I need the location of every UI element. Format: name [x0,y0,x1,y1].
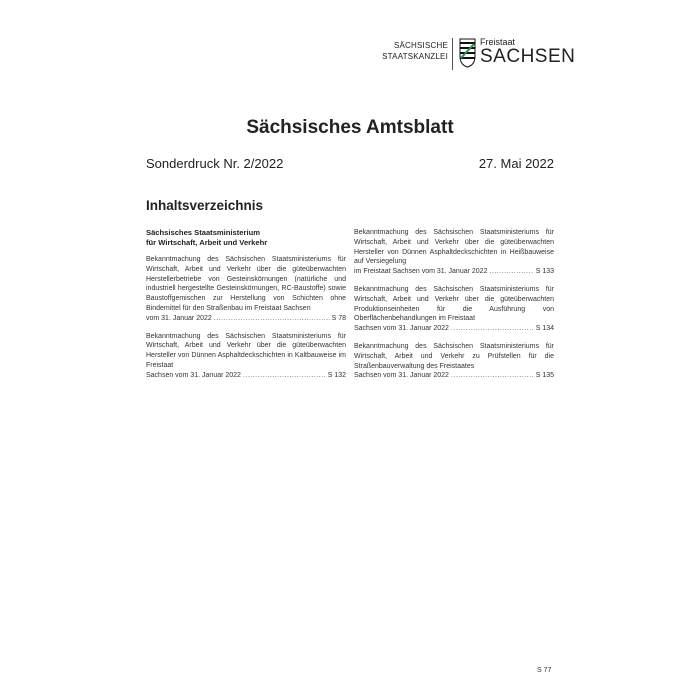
logo-divider [452,38,453,70]
toc-entry-page: S 78 [331,314,346,322]
toc-leader-dots [451,371,534,381]
toc-leader-dots [214,314,330,324]
logo-right-line2: SACHSEN [480,46,576,67]
toc-entry-page: S 133 [535,268,554,276]
issue-number: Sonderdruck Nr. 2/2022 [146,156,284,171]
toc-entry-tail: vom 31. Januar 2022 [146,314,212,322]
toc-entry-last-line [354,324,554,334]
section-title-line2: für Wirtschaft, Arbeit und Verkehr [146,238,268,247]
toc-leader-dots [451,324,534,334]
toc-entry[interactable] [354,342,554,381]
toc-entry[interactable] [146,332,346,381]
logo-left-line2: STAATSKANZLEI [382,52,448,61]
toc-entry-page: S 132 [327,371,346,379]
toc-entry-text: Bekanntmachung des Sächsischen Staatsministeriums für Wirtschaft, Arbeit und Verkehr über die güteüberwachten Hersteller von Dünnen Asphaltdeckschichten in Kaltbauweise im Freistaat [146,332,346,369]
toc-heading: Inhaltsverzeichnis [146,198,264,213]
toc-leader-dots [489,267,533,277]
logo-left-line1: SÄCHSISCHE [393,41,448,50]
toc-entry[interactable] [146,255,346,324]
toc-entry-last-line [146,314,346,324]
toc-entry-text: Bekanntmachung des Sächsischen Staatsministeriums für Wirtschaft, Arbeit und Verkehr über die güteüberwachten Produktionseinheiten für die Ausführung von Oberflächenbehandlungen im Freistaat [354,285,554,323]
logo-right-line1: Freistaat [480,37,516,47]
toc-entry[interactable] [354,285,554,334]
section-title [146,228,346,248]
toc-entry-last-line [146,371,346,381]
toc-entry-tail: Sachsen vom 31. Januar 2022 [354,325,449,333]
toc-entry-last-line [354,371,554,381]
toc-column-left [146,228,346,389]
toc-entry-tail: Sachsen vom 31. Januar 2022 [354,372,449,380]
issue-date: 27. Mai 2022 [478,156,554,171]
section-title-line1: Sächsisches Staatsministerium [146,228,260,237]
state-logo [382,36,576,74]
toc-entry-page: S 135 [535,372,554,380]
logo-freistaat-sachsen [480,37,575,67]
page-title: Sächsisches Amtsblatt [246,117,454,138]
toc-entry-text: Bekanntmachung des Sächsischen Staatsministeriums für Wirtschaft, Arbeit und Verkehr über die güteüberwachten Hersteller von Dünnen Asphaltdeckschichten in Heißbauweise auf Versiegelung [354,229,554,266]
toc-entry-text: Bekanntmachung des Sächsischen Staatsministeriums für Wirtschaft, Arbeit und Verkehr zu Prüfstellen für die Straßenbauverwaltung des Freistaates [354,342,554,370]
toc-entry[interactable] [354,228,554,277]
logo-staatskanzlei [382,40,448,62]
toc-entry-text: Bekanntmachung des Sächsischen Staatsministeriums für Wirtschaft, Arbeit und Verkehr über die güteüberwachten Herstellerbetriebe von Gesteinskörnungen (natürliche und industriell hergestellte Gesteinskörnungen, RC-Baustoffe) sowie Baustoffgemischen zur Herstellung von Schichten ohne Bindemittel für den Straßenbau im Freistaat Sachsen [146,256,346,312]
toc-column-right [354,228,554,389]
toc-entry-last-line [354,267,554,277]
toc-entry-tail: Sachsen vom 31. Januar 2022 [146,371,241,379]
toc-entry-page: S 134 [535,325,554,333]
saxony-crest-icon [459,38,476,68]
toc-leader-dots [243,371,326,381]
toc-entry-tail: im Freistaat Sachsen vom 31. Januar 2022 [354,268,488,276]
page-number: S 77 [537,667,552,674]
